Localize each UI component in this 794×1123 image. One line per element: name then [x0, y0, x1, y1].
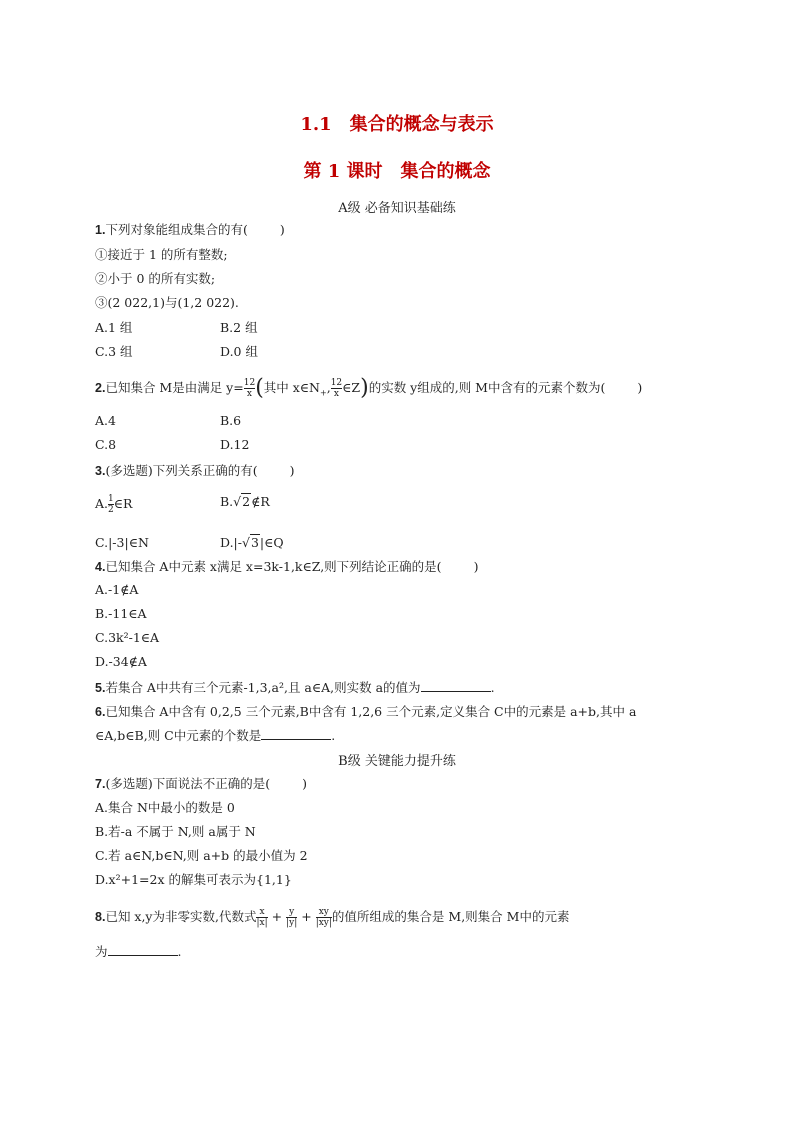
option-d: D.12: [220, 437, 250, 452]
level-a-heading: A级 必备知识基础练: [338, 201, 456, 216]
answer-blank[interactable]: [108, 943, 178, 956]
question-5-stem: 5.若集合 A中共有三个元素-1,3,a²,且 a∈A,则实数 a的值为 .: [95, 680, 495, 695]
question-8-stem: 8.已知 x,y为非零实数,代数式 $\frac{x}{|x|}$ + $\frac{y}{|y|}$ + $\frac{xy}{|xy|}$ 的值所组成的集合是 M,则集合 M中的元素: [95, 907, 570, 928]
option-c: C.3k²-1∈A: [95, 630, 160, 645]
question-2-stem: 2.已知集合 M是由满足 y= $\frac{12}{x}$ (其中 $x\in N_+$, $\frac{12}{x}$ ∈Z)的实数 y组成的,则 M中含有的元素个数为( ): [95, 375, 643, 401]
answer-blank[interactable]: [421, 679, 491, 692]
question-1-item: ①接近于 1 的所有整数;: [95, 247, 228, 262]
question-number: 1.: [95, 223, 106, 237]
option-c: C.若 a∈N,b∈N,则 a+b 的最小值为 2: [95, 848, 308, 863]
question-2-options-row: [95, 437, 250, 452]
question-number: 3.: [95, 464, 106, 478]
question-8-stem-cont: 为 .: [95, 944, 182, 959]
option-b: B.√2∉R: [220, 494, 270, 509]
answer-blank[interactable]: [261, 727, 331, 740]
lesson-title: 第 1 课时 集合的概念: [303, 161, 491, 182]
question-3-stem: 3.(多选题)下列关系正确的有( ): [95, 463, 295, 478]
section-title: 1.1 集合的概念与表示: [300, 114, 494, 135]
question-1-item: ③(2 022,1)与(1,2 022).: [95, 295, 239, 310]
option-b: B.-11∈A: [95, 606, 147, 621]
option-d: D.|-√3|∈Q: [220, 535, 284, 550]
option-a: A.-1∉A: [95, 582, 139, 597]
question-6-stem: 6.已知集合 A中含有 0,2,5 三个元素,B中含有 1,2,6 三个元素,定义集合 C中的元素是 a+b,其中 a: [95, 704, 637, 719]
fraction: $\frac{y}{|y|}$: [286, 907, 298, 928]
option-c: C.|-3|∈N: [95, 535, 149, 550]
option-b: B.6: [220, 413, 242, 428]
option-a: A.4: [95, 413, 116, 428]
option-c: C.8: [95, 437, 117, 452]
question-1-options-row: [95, 318, 258, 336]
question-1-item: ②小于 0 的所有实数;: [95, 271, 216, 286]
question-number: 6.: [95, 705, 106, 719]
question-3-options-row: [95, 535, 284, 550]
fraction: $\frac{12}{x}$: [330, 378, 343, 399]
question-number: 2.: [95, 381, 106, 395]
option-d: D.-34∉A: [95, 654, 147, 669]
question-1-options-row: [95, 342, 258, 360]
level-b-heading: B级 关键能力提升练: [338, 754, 456, 769]
option-a: A. $\frac{1}{2}$ ∈R: [95, 494, 133, 515]
question-1-stem: 1.下列对象能组成集合的有( ): [95, 222, 285, 237]
question-6-stem-cont: ∈A,b∈B,则 C中元素的个数是 .: [95, 728, 336, 743]
option-d: D.x²+1=2x 的解集可表示为{1,1}: [95, 872, 292, 887]
question-7-stem: 7.(多选题)下面说法不正确的是( ): [95, 776, 307, 791]
option-b: B.2 组: [220, 320, 258, 335]
question-3-options-row: [95, 494, 270, 515]
question-2-options-row: [95, 413, 242, 428]
option-b: B.若-a 不属于 N,则 a属于 N: [95, 824, 256, 839]
question-number: 4.: [95, 560, 106, 574]
option-d: D.0 组: [220, 344, 258, 359]
fraction: $\frac{xy}{|xy|}$: [315, 907, 332, 928]
fraction: $\frac{12}{x}$: [243, 378, 256, 399]
question-number: 8.: [95, 910, 106, 924]
option-a: A.集合 N中最小的数是 0: [95, 800, 235, 815]
fraction: $\frac{x}{|x|}$: [256, 907, 268, 928]
question-number: 5.: [95, 681, 106, 695]
question-4-stem: 4.已知集合 A中元素 x满足 x=3k-1,k∈Z,则下列结论正确的是( ): [95, 559, 479, 574]
option-a: A.1 组: [95, 320, 133, 335]
option-c: C.3 组: [95, 344, 133, 359]
question-number: 7.: [95, 777, 106, 791]
